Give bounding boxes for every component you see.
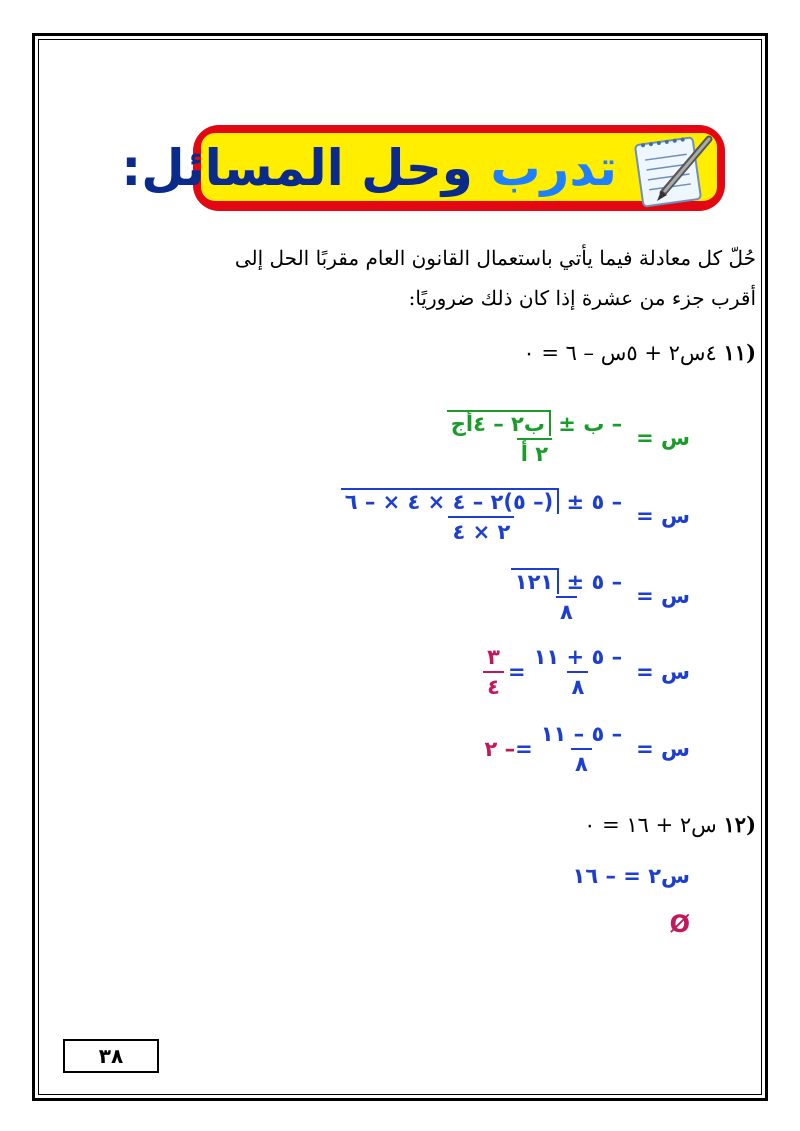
step-1-denominator: ٢ × ٤	[448, 516, 514, 544]
step-4	[484, 722, 690, 776]
step-4-equals: =	[515, 737, 533, 761]
formula-fraction	[443, 410, 626, 466]
page-number: ٣٨	[63, 1039, 159, 1073]
step-4-fraction	[537, 722, 626, 776]
step-4-denominator: ٨	[571, 748, 592, 776]
step-1-num-prefix: – ٥ ±	[566, 490, 623, 514]
problem-12	[584, 812, 756, 837]
formula-num-prefix: – ب ±	[558, 412, 623, 436]
quadratic-formula	[439, 410, 690, 466]
problem-12-label: (١٢	[723, 812, 756, 837]
problem-12-step-1: س٢ = – ١٦	[572, 864, 690, 888]
step-2-denominator: ٨	[556, 596, 577, 624]
title-word-practice: تدرب	[490, 139, 617, 197]
step-4-result: – ٢	[484, 737, 516, 761]
step-2-lhs: س =	[636, 584, 690, 608]
step-3-result	[483, 645, 504, 699]
formula-lhs: س =	[636, 426, 690, 450]
step-2-fraction	[507, 568, 626, 624]
step-3-fraction	[530, 645, 627, 699]
problem-11	[523, 340, 756, 365]
instructions-line-2: أقرب جزء من عشرة إذا كان ذلك ضروريًا:	[408, 286, 756, 310]
step-3	[479, 645, 690, 699]
step-4-lhs: س =	[636, 737, 690, 761]
formula-radicand: ب٢ – ٤أج	[447, 410, 551, 436]
problem-11-equation: ٤س٢ + ٥س – ٦ = ٠	[523, 341, 717, 365]
step-1-radicand: (– ٥)٢ – ٤ × ٤ × – ٦	[341, 488, 560, 514]
step-2	[503, 568, 690, 624]
step-3-result-den: ٤	[483, 671, 504, 699]
page-title	[121, 135, 617, 201]
step-3-numerator: – ٥ + ١١	[533, 645, 623, 669]
formula-denominator: ٢ أ	[517, 438, 552, 466]
notepad-pencil-icon	[625, 129, 721, 209]
step-2-radicand: ١٢١	[511, 568, 559, 594]
step-3-lhs: س =	[636, 660, 690, 684]
step-4-numerator: – ٥ – ١١	[540, 722, 623, 746]
step-1	[333, 488, 690, 544]
problem-12-equation: س٢ + ١٦ = ٠	[584, 813, 717, 837]
step-1-fraction	[337, 488, 626, 544]
step-3-equals: =	[508, 660, 526, 684]
problem-11-label: (١١	[723, 340, 756, 365]
step-1-lhs: س =	[636, 504, 690, 528]
title-word-solve: وحل المسائل:	[121, 139, 473, 197]
empty-set-result: Ø	[669, 910, 690, 938]
instructions-line-1: حُلّ كل معادلة فيما يأتي باستعمال القانون العام مقربًا الحل إلى	[234, 246, 756, 270]
step-3-result-num: ٣	[487, 645, 500, 669]
title-banner	[121, 125, 725, 211]
step-3-denominator: ٨	[567, 671, 588, 699]
step-2-num-prefix: – ٥ ±	[566, 570, 623, 594]
